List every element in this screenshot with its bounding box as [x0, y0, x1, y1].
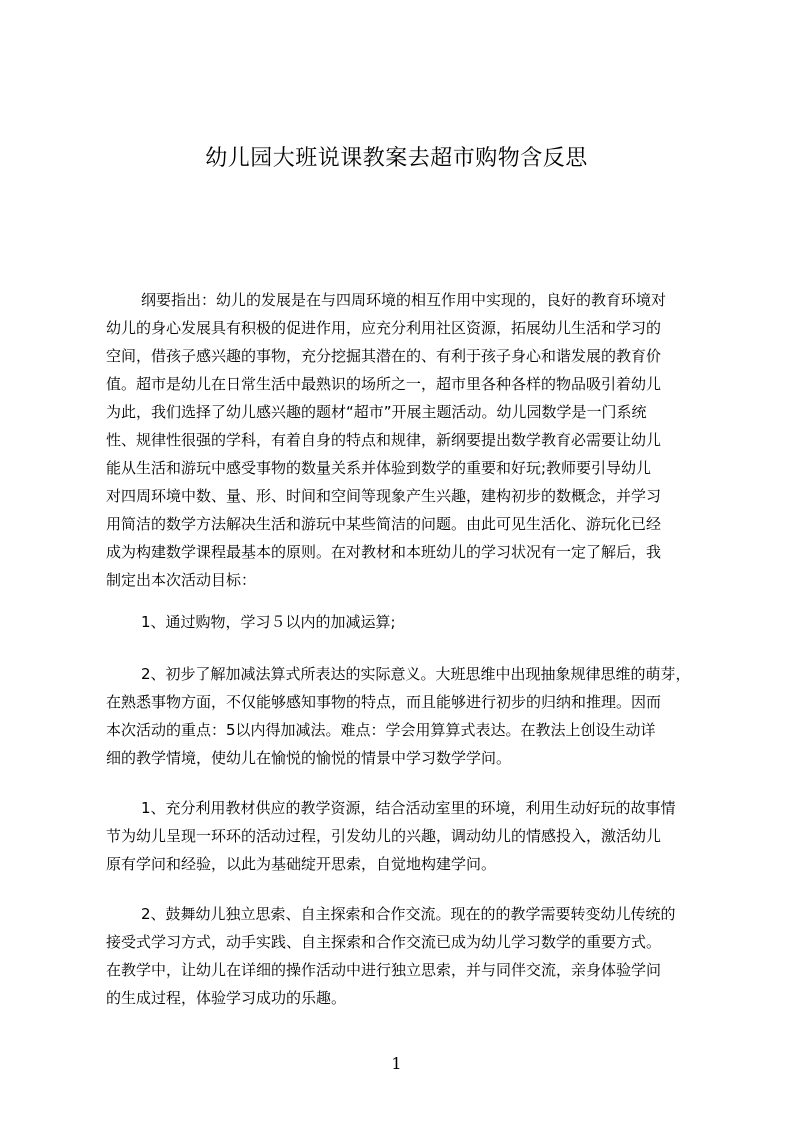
paragraph-line: 值。超市是幼儿在日常生活中最熟识的场所之一，超市里各种各样的物品吸引着幼儿: [106, 375, 662, 393]
paragraph-line: 幼儿的身心发展具有积极的促进作用，应充分利用社区资源，拓展幼儿生活和学习的: [106, 319, 662, 337]
paragraph-line: 制定出本次活动目标：: [106, 571, 257, 589]
paragraph-line: 2、鼓舞幼儿独立思索、自主探索和合作交流。现在的的教学需要转变幼儿传统的: [141, 905, 676, 923]
paragraph-line: 细的教学情境，使幼儿在愉悦的愉悦的情景中学习数学学问。: [106, 749, 512, 767]
document-title: 幼儿园大班说课教案去超市购物含反思: [205, 146, 588, 171]
paragraph-line: 成为构建数学课程最基本的原则。在对教材和本班幼儿的学习状况有一定了解后，我: [106, 543, 662, 561]
paragraph-line: 节为幼儿呈现一环环的活动过程，引发幼儿的兴趣，调动幼儿的情感投入，激活幼儿: [106, 827, 662, 845]
paragraph-line: 接受式学习方式，动手实践、自主探索和合作交流已成为幼儿学习数学的重要方式。: [106, 933, 662, 951]
page-number: 1: [391, 1054, 402, 1073]
paragraph-line: 为此，我们选择了幼儿感兴趣的题材“超市”开展主题活动。幼儿园数学是一门系统: [106, 403, 647, 421]
paragraph-line: 对四周环境中数、量、形、时间和空间等现象产生兴趣，建构初步的数概念，并学习: [106, 487, 662, 505]
paragraph-line: 1、充分利用教材供应的教学资源，结合活动室里的环境，利用生动好玩的故事情: [141, 799, 676, 817]
paragraph-line: 在熟悉事物方面，不仅能够感知事物的特点，而且能够进行初步的归纳和推理。因而: [106, 693, 662, 711]
paragraph-line: 用简洁的数学方法解决生活和游玩中某些简洁的问题。由此可见生活化、游玩化已经: [106, 515, 662, 533]
paragraph-line: 空间，借孩子感兴趣的事物，充分挖掘其潜在的、有利于孩子身心和谐发展的教育价: [106, 347, 662, 365]
paragraph-line: 纲要指出：幼儿的发展是在与四周环境的相互作用中实现的，良好的教育环境对: [141, 291, 667, 309]
paragraph-line: 本次活动的重点：5以内得加减法。难点：学会用算算式表达。在教法上创设生动详: [106, 721, 656, 739]
paragraph-line: 1、通过购物，学习５以内的加减运算;: [141, 613, 396, 631]
paragraph-line: 原有学问和经验，以此为基础绽开思索，自觉地构建学问。: [106, 855, 497, 873]
paragraph-line: 性、规律性很强的学科，有着自身的特点和规律，新纲要提出数学教育必需要让幼儿: [106, 431, 662, 449]
paragraph-line: 2、初步了解加减法算式所表达的实际意义。大班思维中出现抽象规律思维的萌芽，: [141, 665, 691, 683]
paragraph-line: 的生成过程，体验学习成功的乐趣。: [106, 989, 347, 1007]
paragraph-line: 能从生活和游玩中感受事物的数量关系并体验到数学的重要和好玩;教师要引导幼儿: [106, 459, 652, 477]
paragraph-line: 在教学中，让幼儿在详细的操作活动中进行独立思索，并与同伴交流，亲身体验学问: [106, 961, 662, 979]
